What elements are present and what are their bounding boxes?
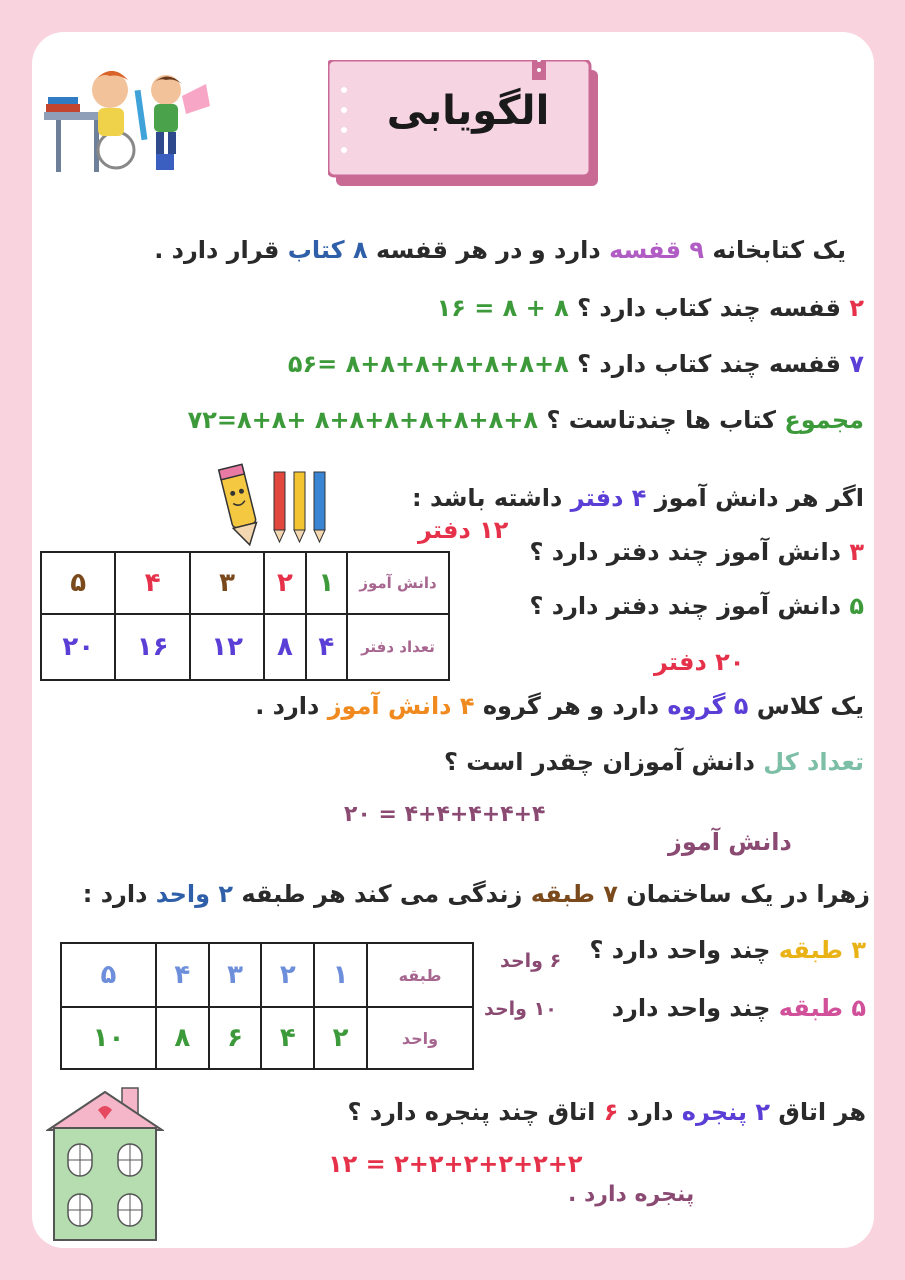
s2-question-1: ۳ دانش آموز چند دفتر دارد ؟ <box>529 538 864 566</box>
table-row-head: واحد <box>367 1007 473 1069</box>
s4-answer-2: ۱۰ واحد <box>484 998 557 1020</box>
s1-question-2: ۷ قفسه چند کتاب دارد ؟ ۵۶= ۸+۸+۸+۸+۸+۸+۸ <box>287 350 864 378</box>
title-badge <box>328 60 598 186</box>
table-cell: ۱ <box>306 552 347 614</box>
table-cell: ۲۰ <box>41 614 115 680</box>
table-row-head: دانش آموز <box>347 552 449 614</box>
s5-answer-unit: پنجره دارد . <box>568 1182 695 1207</box>
s3-intro: یک کلاس ۵ گروه دارد و هر گروه ۴ دانش آموز دارد . <box>255 692 864 720</box>
s2-answer-1: ۱۲ دفتر <box>418 516 509 544</box>
table-cell: ۵ <box>41 552 115 614</box>
table-cell: ۲ <box>261 943 314 1007</box>
s4-question-2: ۵ طبقه چند واحد دارد <box>611 994 866 1022</box>
s2-question-2: ۵ دانش آموز چند دفتر دارد ؟ <box>529 592 864 620</box>
s3-answer-unit: دانش آموز <box>668 828 792 856</box>
s1-intro: یک کتابخانه ۹ قفسه دارد و در هر قفسه ۸ کتاب قرار دارد . <box>154 236 846 264</box>
table-cell: ۱۲ <box>190 614 264 680</box>
table-cell: ۸ <box>156 1007 209 1069</box>
table-cell: ۶ <box>209 1007 262 1069</box>
table-cell: ۴ <box>261 1007 314 1069</box>
table-cell: ۱۰ <box>61 1007 156 1069</box>
s4-intro: زهرا در یک ساختمان ۷ طبقه زندگی می کند هر طبقه ۲ واحد دارد : <box>82 880 870 908</box>
kids-illustration <box>36 50 216 180</box>
table-cell: ۱ <box>314 943 367 1007</box>
table-cell: ۴ <box>115 552 189 614</box>
table-cell: ۳ <box>190 552 264 614</box>
table-cell: ۲ <box>314 1007 367 1069</box>
s2-intro: اگر هر دانش آموز ۴ دفتر داشته باشد : <box>412 484 864 512</box>
s4-answer-1: ۶ واحد <box>500 950 562 972</box>
worksheet <box>32 32 874 1248</box>
notebook-table <box>40 551 450 681</box>
pencils-illustration <box>216 462 340 552</box>
table-cell: ۵ <box>61 943 156 1007</box>
s5-answer: ۱۲ = ۲+۲+۲+۲+۲+۲ <box>328 1150 583 1178</box>
house-illustration <box>46 1084 164 1244</box>
s2-answer-2: ۲۰ دفتر <box>654 648 745 676</box>
table-cell: ۴ <box>156 943 209 1007</box>
table-cell: ۸ <box>264 614 305 680</box>
page-title: الگویابی <box>386 88 550 134</box>
s4-question-1: ۳ طبقه چند واحد دارد ؟ <box>589 936 866 964</box>
s3-answer: ۲۰ = ۴+۴+۴+۴+۴ <box>344 802 546 827</box>
table-cell: ۱۶ <box>115 614 189 680</box>
table-cell: ۳ <box>209 943 262 1007</box>
table-row-head: طبقه <box>367 943 473 1007</box>
table-row-head: تعداد دفتر <box>347 614 449 680</box>
s3-question: تعداد کل دانش آموزان چقدر است ؟ <box>443 748 864 776</box>
table-cell: ۲ <box>264 552 305 614</box>
s1-question-1: ۲ قفسه چند کتاب دارد ؟ ۱۶ = ۸ + ۸ <box>436 294 864 322</box>
table-cell: ۴ <box>306 614 347 680</box>
s1-question-3: مجموع کتاب ها چندتاست ؟ ۷۲=۸+۸+ ۸+۸+۸+۸+۸+۸+۸ <box>187 406 864 434</box>
s5-question: هر اتاق ۲ پنجره دارد ۶ اتاق چند پنجره دارد ؟ <box>347 1098 866 1126</box>
floor-table <box>60 942 474 1070</box>
